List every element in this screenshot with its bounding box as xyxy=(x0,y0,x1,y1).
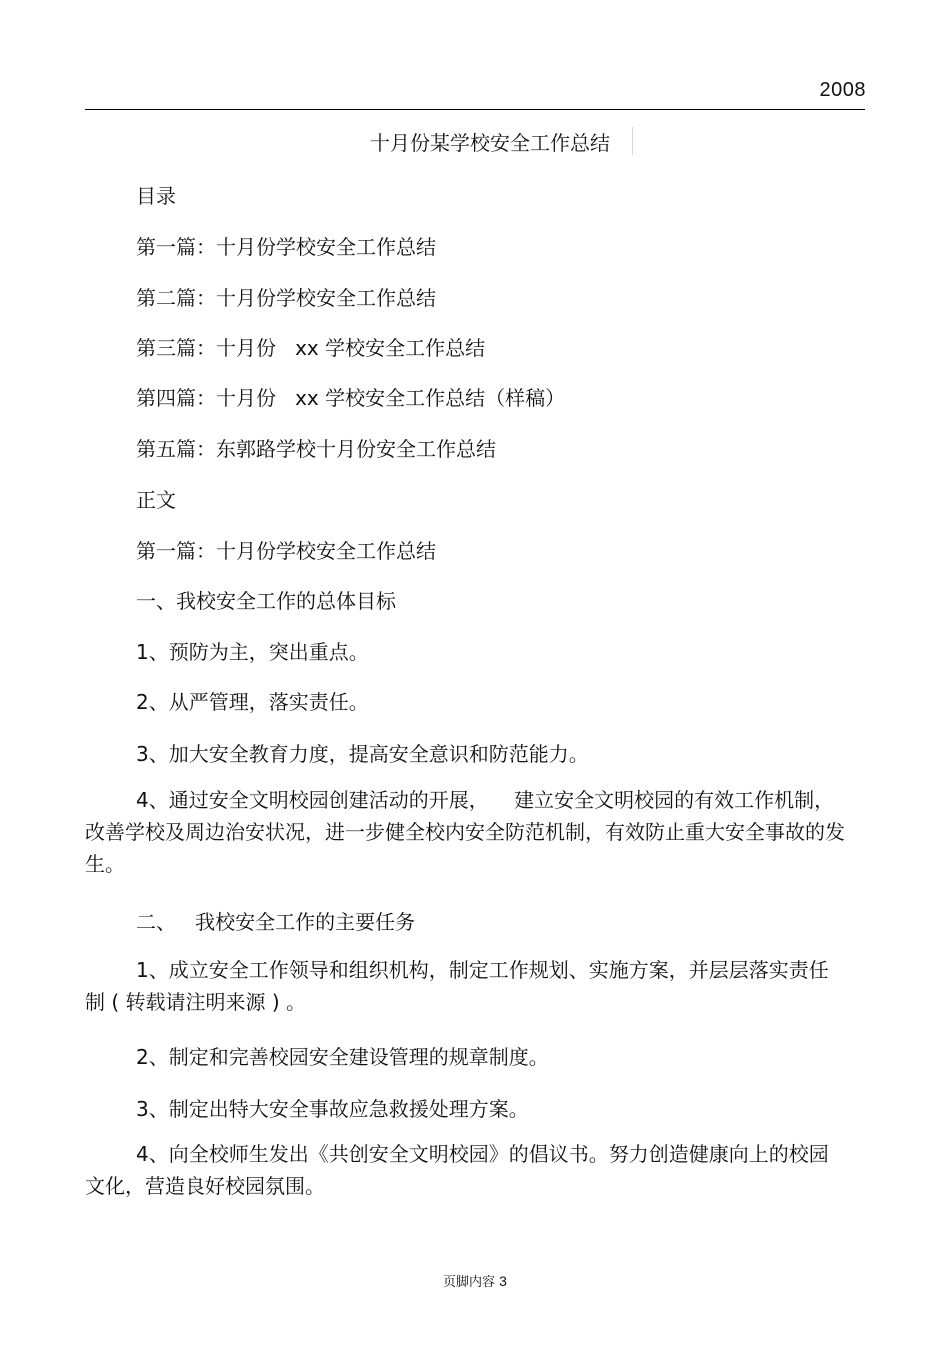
section-title: 一、我校安全工作的总体目标 xyxy=(136,589,396,613)
list-item: 3、加大安全教育力度，提高安全意识和防范能力。 xyxy=(136,742,589,766)
page-footer xyxy=(0,1271,950,1290)
document-title: 十月份某学校安全工作总结 xyxy=(370,131,610,155)
list-item: 2、制定和完善校园安全建设管理的规章制度。 xyxy=(136,1045,549,1069)
footer-label: 页脚内容 xyxy=(443,1275,496,1290)
list-item: 2、从严管理，落实责任。 xyxy=(136,690,369,714)
toc-item: 第四篇：十月份 xx 学校安全工作总结（样稿） xyxy=(136,386,566,410)
paragraph: 1、成立安全工作领导和组织机构，制定工作规划、实施方案，并层层落实责任制 ( 转载请注明来源 ) 。 xyxy=(85,958,829,1014)
toc-heading: 目录 xyxy=(136,184,176,208)
paragraph: 4、通过安全文明校园创建活动的开展， 建立安全文明校园的有效工作机制，改善学校及周边治安状况，进一步健全校内安全防范机制，有效防止重大安全事故的发生。 xyxy=(85,788,845,876)
toc-item: 第二篇：十月份学校安全工作总结 xyxy=(136,286,436,310)
header-year: 2008 xyxy=(819,79,866,101)
toc-item: 第五篇：东郭路学校十月份安全工作总结 xyxy=(136,437,496,461)
header-divider xyxy=(85,109,865,110)
list-item: 3、制定出特大安全事故应急救援处理方案。 xyxy=(136,1097,529,1121)
article-title: 第一篇：十月份学校安全工作总结 xyxy=(136,539,436,563)
list-item: 1、预防为主，突出重点。 xyxy=(136,640,369,664)
toc-item: 第三篇：十月份 xx 学校安全工作总结 xyxy=(136,336,486,360)
page-number: 3 xyxy=(499,1273,507,1289)
section-title: 二、 我校安全工作的主要任务 xyxy=(136,910,416,934)
paragraph: 4、向全校师生发出《共创安全文明校园》的倡议书。努力创造健康向上的校园文化，营造良好校园氛围。 xyxy=(85,1142,829,1198)
title-cursor-mark xyxy=(632,127,633,155)
body-heading: 正文 xyxy=(136,488,176,512)
toc-item: 第一篇：十月份学校安全工作总结 xyxy=(136,235,436,259)
